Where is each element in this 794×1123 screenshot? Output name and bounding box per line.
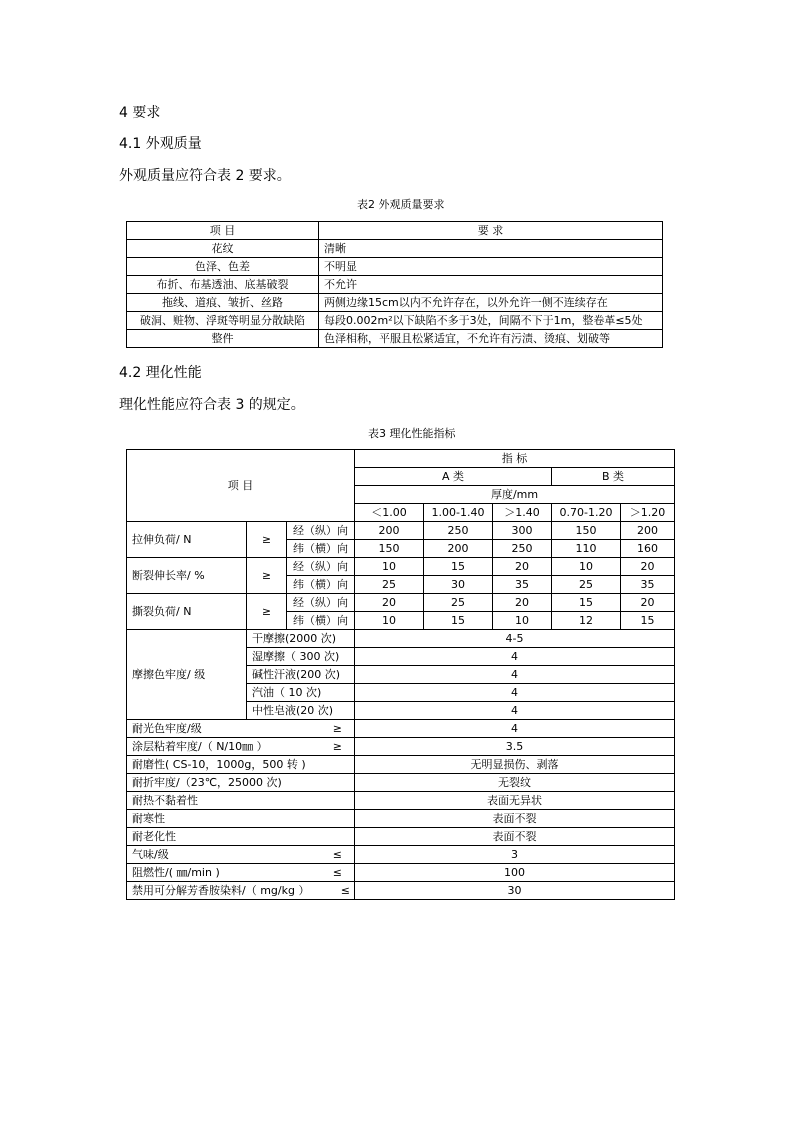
thickness-col: 1.00-1.40	[424, 504, 493, 522]
table-row	[127, 882, 675, 900]
header-item: 项 目	[127, 222, 319, 240]
value-cell: 4-5	[355, 630, 675, 648]
value-cell: 15	[552, 594, 621, 612]
table-header-row	[127, 450, 675, 468]
table-row	[127, 828, 675, 846]
value-cell: 20	[355, 594, 424, 612]
ge-sign: ≥	[247, 594, 287, 630]
property-label: 耐折牢度/（23℃，25000 次)	[127, 774, 355, 792]
property-label: 耐寒性	[127, 810, 355, 828]
value-cell: 4	[355, 666, 675, 684]
ge-sign: ≥	[247, 522, 287, 558]
section-4-heading: 4 要求	[119, 105, 161, 121]
property-label	[127, 864, 355, 882]
le-sign: ≤	[340, 883, 351, 897]
appearance-quality-table	[126, 221, 663, 348]
value-cell: 15	[621, 612, 675, 630]
value-cell: 3	[355, 846, 675, 864]
tensile-label: 拉伸负荷/ N	[127, 522, 247, 558]
property-label: 耐热不黏着性	[127, 792, 355, 810]
section-4-1-heading: 4.1 外观质量	[119, 136, 202, 152]
table-row	[127, 846, 675, 864]
physical-chemical-table	[126, 449, 675, 900]
value-cell: 300	[493, 522, 552, 540]
value-cell: 无明显损伤、剥落	[355, 756, 675, 774]
value-cell: 12	[552, 612, 621, 630]
item-cell: 整件	[127, 330, 319, 348]
header-index: 指 标	[355, 450, 675, 468]
value-cell: 4	[355, 684, 675, 702]
property-name: 气味/级	[132, 847, 169, 861]
item-cell: 布折、布基透油、底基破裂	[127, 276, 319, 294]
rub-condition: 湿摩擦（ 300 次)	[247, 648, 355, 666]
value-cell: 10	[552, 558, 621, 576]
value-cell: 200	[621, 522, 675, 540]
value-cell: 20	[621, 594, 675, 612]
section-4-1-text: 外观质量应符合表 2 要求。	[119, 168, 291, 184]
value-cell: 20	[621, 558, 675, 576]
thickness-col: ＞1.20	[621, 504, 675, 522]
value-cell: 表面不裂	[355, 810, 675, 828]
property-name: 涂层粘着牢度/（ N/10㎜ ）	[132, 739, 268, 753]
requirement-cell: 色泽相称，平服且松紧适宜，不允许有污渍、烫痕、划破等	[319, 330, 663, 348]
table-row	[127, 810, 675, 828]
requirement-cell: 两侧边缘15cm以内不允许存在，以外允许一侧不连续存在	[319, 294, 663, 312]
item-cell: 破洞、赃物、浮斑等明显分散缺陷	[127, 312, 319, 330]
value-cell: 35	[621, 576, 675, 594]
value-cell: 25	[424, 594, 493, 612]
value-cell: 15	[424, 558, 493, 576]
rub-condition: 中性皂液(20 次)	[247, 702, 355, 720]
value-cell: 20	[493, 594, 552, 612]
value-cell: 200	[355, 522, 424, 540]
property-label	[127, 738, 355, 756]
header-class-a: A 类	[355, 468, 552, 486]
value-cell: 4	[355, 648, 675, 666]
value-cell: 30	[355, 882, 675, 900]
direction-weft: 纬（横）向	[287, 576, 355, 594]
rub-condition: 干摩擦(2000 次)	[247, 630, 355, 648]
item-cell: 色泽、色差	[127, 258, 319, 276]
property-label: 耐磨性( CS-10，1000g，500 转 )	[127, 756, 355, 774]
ge-sign: ≥	[247, 558, 287, 594]
value-cell: 250	[424, 522, 493, 540]
value-cell: 4	[355, 720, 675, 738]
value-cell: 100	[355, 864, 675, 882]
table-row	[127, 594, 675, 612]
value-cell: 10	[355, 612, 424, 630]
section-4-2-heading: 4.2 理化性能	[119, 365, 202, 381]
thickness-col: ＜1.00	[355, 504, 424, 522]
direction-warp: 经（纵）向	[287, 594, 355, 612]
value-cell: 10	[493, 612, 552, 630]
property-name: 耐光色牢度/级	[132, 721, 202, 735]
header-class-b: B 类	[552, 468, 675, 486]
value-cell: 表面不裂	[355, 828, 675, 846]
requirement-cell: 清晰	[319, 240, 663, 258]
table-row	[127, 756, 675, 774]
section-4-2-text: 理化性能应符合表 3 的规定。	[119, 397, 305, 413]
table-row	[127, 276, 663, 294]
table-row	[127, 258, 663, 276]
thickness-col: 0.70-1.20	[552, 504, 621, 522]
value-cell: 35	[493, 576, 552, 594]
le-sign: ≤	[332, 865, 343, 879]
table-row	[127, 774, 675, 792]
property-name: 阻燃性/( ㎜/min )	[132, 865, 220, 879]
value-cell: 30	[424, 576, 493, 594]
header-item: 项 目	[127, 450, 355, 522]
value-cell: 3.5	[355, 738, 675, 756]
value-cell: 150	[355, 540, 424, 558]
property-label	[127, 720, 355, 738]
table-row	[127, 558, 675, 576]
rub-condition: 碱性汗液(200 次)	[247, 666, 355, 684]
property-name: 禁用可分解芳香胺染料/（ mg/kg ）	[132, 883, 310, 897]
table-row	[127, 720, 675, 738]
item-cell: 花纹	[127, 240, 319, 258]
table-row	[127, 738, 675, 756]
header-requirement: 要 求	[319, 222, 663, 240]
table-row	[127, 522, 675, 540]
thickness-col: ＞1.40	[493, 504, 552, 522]
rub-condition: 汽油（ 10 次)	[247, 684, 355, 702]
elongation-label: 断裂伸长率/ %	[127, 558, 247, 594]
value-cell: 150	[552, 522, 621, 540]
property-label	[127, 882, 355, 900]
ge-sign: ≥	[332, 739, 343, 753]
requirement-cell: 不明显	[319, 258, 663, 276]
value-cell: 25	[355, 576, 424, 594]
requirement-cell: 每段0.002m²以下缺陷不多于3处，间隔不下于1m，整卷革≤5处	[319, 312, 663, 330]
table-row	[127, 240, 663, 258]
value-cell: 20	[493, 558, 552, 576]
value-cell: 15	[424, 612, 493, 630]
table-3-caption: 表3 理化性能指标	[368, 427, 456, 440]
value-cell: 200	[424, 540, 493, 558]
rub-label: 摩擦色牢度/ 级	[127, 630, 247, 720]
property-label	[127, 846, 355, 864]
direction-weft: 纬（横）向	[287, 540, 355, 558]
value-cell: 250	[493, 540, 552, 558]
value-cell: 表面无异状	[355, 792, 675, 810]
requirement-cell: 不允许	[319, 276, 663, 294]
le-sign: ≤	[332, 847, 343, 861]
value-cell: 10	[355, 558, 424, 576]
direction-warp: 经（纵）向	[287, 558, 355, 576]
item-cell: 拖线、道痕、皱折、丝路	[127, 294, 319, 312]
table-2-caption: 表2 外观质量要求	[357, 198, 445, 211]
table-row	[127, 864, 675, 882]
value-cell: 无裂纹	[355, 774, 675, 792]
tear-label: 撕裂负荷/ N	[127, 594, 247, 630]
table-row	[127, 792, 675, 810]
value-cell: 4	[355, 702, 675, 720]
header-thickness: 厚度/mm	[355, 486, 675, 504]
value-cell: 25	[552, 576, 621, 594]
table-row	[127, 630, 675, 648]
table-row	[127, 294, 663, 312]
ge-sign: ≥	[332, 721, 343, 735]
property-label: 耐老化性	[127, 828, 355, 846]
table-row	[127, 312, 663, 330]
direction-warp: 经（纵）向	[287, 522, 355, 540]
direction-weft: 纬（横）向	[287, 612, 355, 630]
value-cell: 160	[621, 540, 675, 558]
table-header-row	[127, 222, 663, 240]
value-cell: 110	[552, 540, 621, 558]
table-row	[127, 330, 663, 348]
